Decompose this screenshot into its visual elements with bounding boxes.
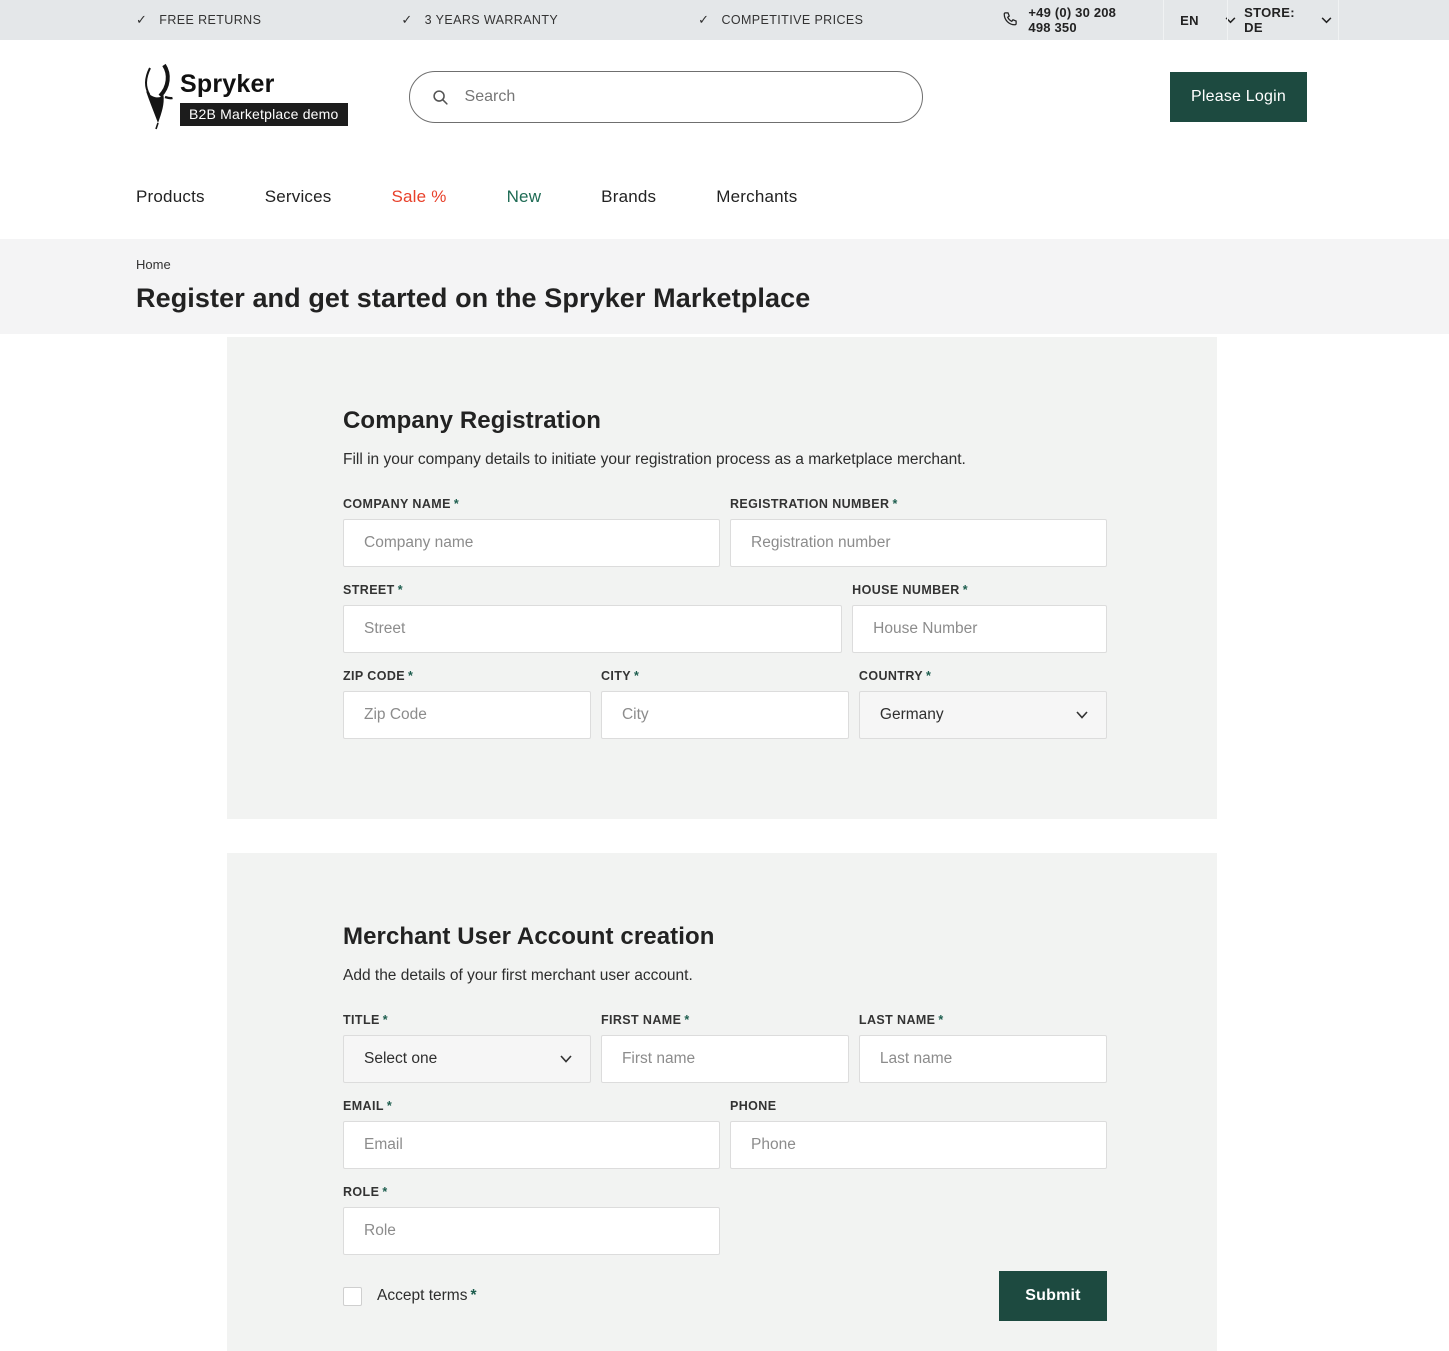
required-marker: * xyxy=(962,583,968,597)
company-name-input[interactable] xyxy=(343,519,720,567)
field-label: STREET * xyxy=(343,583,403,597)
required-marker: * xyxy=(408,669,414,683)
required-marker: * xyxy=(453,497,460,511)
phone-input[interactable] xyxy=(730,1121,1107,1169)
country-field xyxy=(859,669,1107,739)
nav-item-merchants[interactable]: Merchants xyxy=(716,186,798,206)
required-marker: * xyxy=(386,1099,393,1113)
submit-button[interactable]: Submit xyxy=(999,1271,1107,1321)
zip-code-input[interactable] xyxy=(343,691,591,739)
required-marker: * xyxy=(397,583,403,597)
check-icon: ✓ xyxy=(136,12,148,27)
field-label: HOUSE NUMBER * xyxy=(852,583,968,597)
country-select-value: Germany xyxy=(879,706,944,723)
usp-free-returns xyxy=(136,12,261,28)
email-field xyxy=(343,1099,720,1169)
chevron-down-icon xyxy=(1321,17,1332,24)
phone-link[interactable] xyxy=(1003,0,1163,40)
breadcrumb-home[interactable]: Home xyxy=(136,257,171,272)
search-input[interactable] xyxy=(465,88,900,106)
city-field xyxy=(601,669,849,739)
field-label: REGISTRATION NUMBER * xyxy=(730,497,898,511)
chevron-down-icon xyxy=(1076,711,1088,719)
zip-code-field xyxy=(343,669,591,739)
last-name-input[interactable] xyxy=(859,1035,1107,1083)
phone-number[interactable]: +49 (0) 30 208 498 350 xyxy=(1028,5,1117,35)
required-marker: * xyxy=(470,1287,477,1304)
accept-terms-label: Accept terms xyxy=(377,1287,468,1304)
first-name-field xyxy=(601,1013,849,1083)
search-bar[interactable] xyxy=(409,71,923,123)
title-select-value: Select one xyxy=(364,1050,438,1067)
merchant-section-title: Merchant User Account creation xyxy=(343,923,715,950)
title-select[interactable] xyxy=(343,1035,591,1083)
role-field xyxy=(343,1185,720,1255)
required-marker: * xyxy=(926,669,932,683)
login-button[interactable]: Please Login xyxy=(1170,72,1307,122)
accept-terms-checkbox[interactable] xyxy=(343,1287,362,1306)
language-selector[interactable]: EN xyxy=(1163,0,1227,40)
house-number-field xyxy=(852,583,1107,653)
required-marker: * xyxy=(382,1185,388,1199)
form-actions xyxy=(343,1271,1107,1321)
role-input[interactable] xyxy=(343,1207,720,1255)
check-icon: ✓ xyxy=(401,12,413,27)
nav-item-brands[interactable]: Brands xyxy=(601,186,657,206)
first-name-input[interactable] xyxy=(601,1035,849,1083)
required-marker: * xyxy=(382,1013,388,1027)
gazelle-logo-icon xyxy=(136,64,182,130)
company-form xyxy=(343,497,1107,739)
brand-text xyxy=(180,64,348,126)
street-field xyxy=(343,583,842,653)
usp-label: 3 YEARS WARRANTY xyxy=(424,13,559,27)
required-marker: * xyxy=(634,669,640,683)
company-section-title: Company Registration xyxy=(343,407,602,434)
page-title: Register and get started on the Spryker Marketplace xyxy=(136,283,811,313)
topbar xyxy=(0,0,1449,40)
header xyxy=(0,40,1449,154)
chevron-down-icon xyxy=(560,1055,572,1063)
phone-icon xyxy=(1003,11,1018,29)
country-select[interactable] xyxy=(859,691,1107,739)
main-content xyxy=(0,334,1449,1351)
accept-terms[interactable] xyxy=(343,1287,477,1306)
required-marker: * xyxy=(684,1013,690,1027)
required-marker: * xyxy=(938,1013,944,1027)
company-registration-card xyxy=(227,337,1217,819)
field-label: CITY * xyxy=(600,669,640,683)
title-field xyxy=(343,1013,591,1083)
field-label: PHONE xyxy=(730,1099,777,1113)
field-label: COMPANY NAME * xyxy=(343,497,460,511)
field-label: COUNTRY * xyxy=(858,669,932,683)
field-label: ZIP CODE * xyxy=(343,669,414,683)
topbar-usps xyxy=(0,0,1003,40)
brand-badge: B2B Marketplace demo xyxy=(180,103,348,126)
merchant-account-card xyxy=(227,853,1217,1351)
registration-number-field xyxy=(730,497,1107,567)
usp-warranty xyxy=(401,12,558,28)
phone-field xyxy=(730,1099,1107,1169)
required-marker: * xyxy=(892,497,898,511)
street-input[interactable] xyxy=(343,605,842,653)
company-name-field xyxy=(343,497,720,567)
field-label: FIRST NAME * xyxy=(600,1013,690,1027)
store-selector[interactable]: STORE: DE xyxy=(1227,0,1339,40)
nav-item-new[interactable]: New xyxy=(506,186,542,206)
nav-item-products[interactable]: Products xyxy=(136,186,205,206)
usp-label: COMPETITIVE PRICES xyxy=(721,13,864,27)
brand-logo[interactable] xyxy=(136,64,348,130)
topbar-spacer xyxy=(1339,0,1449,40)
title-band xyxy=(0,239,1449,334)
check-icon: ✓ xyxy=(698,12,710,27)
nav-item-sale[interactable]: Sale % xyxy=(391,186,447,206)
usp-prices xyxy=(698,12,863,28)
main-nav xyxy=(0,154,1449,239)
merchant-section-subtitle: Add the details of your first merchant user account. xyxy=(343,967,693,984)
search-icon xyxy=(432,89,449,106)
last-name-field xyxy=(859,1013,1107,1083)
company-section-subtitle: Fill in your company details to initiate your registration process as a marketplace merchant. xyxy=(343,451,966,468)
topbar-right xyxy=(1003,0,1449,40)
field-label: ROLE * xyxy=(343,1185,388,1199)
nav-item-services[interactable]: Services xyxy=(264,186,332,206)
house-number-input[interactable] xyxy=(852,605,1107,653)
city-input[interactable] xyxy=(601,691,849,739)
field-label: LAST NAME * xyxy=(858,1013,944,1027)
usp-label: FREE RETURNS xyxy=(159,13,262,27)
merchant-form xyxy=(343,1013,1107,1321)
email-input[interactable] xyxy=(343,1121,720,1169)
brand-name: Spryker xyxy=(180,70,275,98)
field-label: EMAIL * xyxy=(343,1099,393,1113)
field-label: TITLE * xyxy=(343,1013,388,1027)
registration-number-input[interactable] xyxy=(730,519,1107,567)
